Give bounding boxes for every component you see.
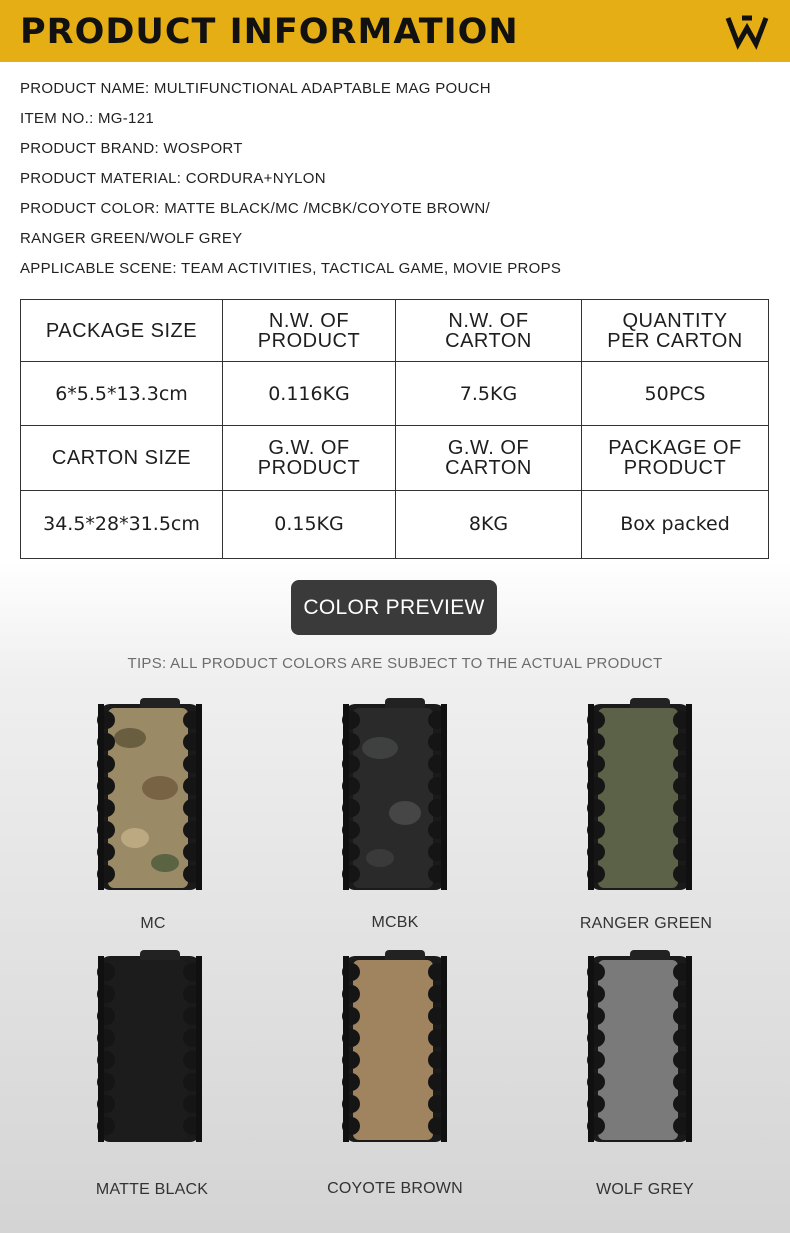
info-color-cont: RANGER GREEN/WOLF GREY xyxy=(20,230,243,247)
page-title: PRODUCT INFORMATION xyxy=(20,12,519,52)
value-gw-product: 0.15KG xyxy=(223,490,396,558)
label-mcbk: MCBK xyxy=(371,914,419,931)
value-nw-product: 0.116KG xyxy=(223,362,396,426)
info-scene: APPLICABLE SCENE: TEAM ACTIVITIES, TACTICAL GAME, MOVIE PROPS xyxy=(20,260,562,277)
header-package-of-product: PACKAGE OF PRODUCT xyxy=(582,426,769,490)
info-product-name: PRODUCT NAME: MULTIFUNCTIONAL ADAPTABLE MAG POUCH xyxy=(20,80,491,97)
header-nw-carton: N.W. OF CARTON xyxy=(396,300,582,362)
value-quantity: 50PCS xyxy=(582,362,769,426)
color-preview-button[interactable]: COLOR PREVIEW xyxy=(291,580,497,635)
value-nw-carton: 7.5KG xyxy=(396,362,582,426)
table-row xyxy=(21,426,769,490)
value-package-size: 6*5.5*13.3cm xyxy=(21,362,223,426)
value-gw-carton: 8KG xyxy=(396,490,582,558)
product-image-matte-black xyxy=(90,950,210,1150)
table-row xyxy=(21,300,769,362)
table-row xyxy=(21,490,769,558)
header-gw-carton: G.W. OF CARTON xyxy=(396,426,582,490)
header-gw-product: G.W. OF PRODUCT xyxy=(223,426,396,490)
header-nw-product: N.W. OF PRODUCT xyxy=(223,300,396,362)
header-quantity: QUANTITY PER CARTON xyxy=(582,300,769,362)
info-item-no: ITEM NO.: MG-121 xyxy=(20,110,154,127)
spec-table xyxy=(20,299,769,559)
info-material: PRODUCT MATERIAL: CORDURA+NYLON xyxy=(20,170,326,187)
value-carton-size: 34.5*28*31.5cm xyxy=(21,490,223,558)
header-bar xyxy=(0,0,790,62)
value-package-of-product: Box packed xyxy=(582,490,769,558)
label-ranger-green: RANGER GREEN xyxy=(579,915,713,932)
tips-text: TIPS: ALL PRODUCT COLORS ARE SUBJECT TO THE ACTUAL PRODUCT xyxy=(127,655,663,672)
product-image-coyote-brown xyxy=(335,950,455,1150)
header-carton-size: CARTON SIZE xyxy=(21,426,223,490)
label-mc: MC xyxy=(140,915,166,932)
table-row xyxy=(21,362,769,426)
info-brand: PRODUCT BRAND: WOSPORT xyxy=(20,140,243,157)
product-image-ranger-green xyxy=(580,698,700,898)
product-image-wolf-grey xyxy=(580,950,700,1150)
product-image-mcbk xyxy=(335,698,455,898)
info-color: PRODUCT COLOR: MATTE BLACK/MC /MCBK/COYOTE BROWN/ xyxy=(20,200,491,217)
label-matte-black: MATTE BLACK xyxy=(95,1181,209,1198)
product-image-mc xyxy=(90,698,210,898)
brand-logo-icon xyxy=(724,14,770,50)
label-wolf-grey: WOLF GREY xyxy=(596,1181,694,1198)
header-package-size: PACKAGE SIZE xyxy=(21,300,223,362)
label-coyote-brown: COYOTE BROWN xyxy=(327,1180,463,1197)
